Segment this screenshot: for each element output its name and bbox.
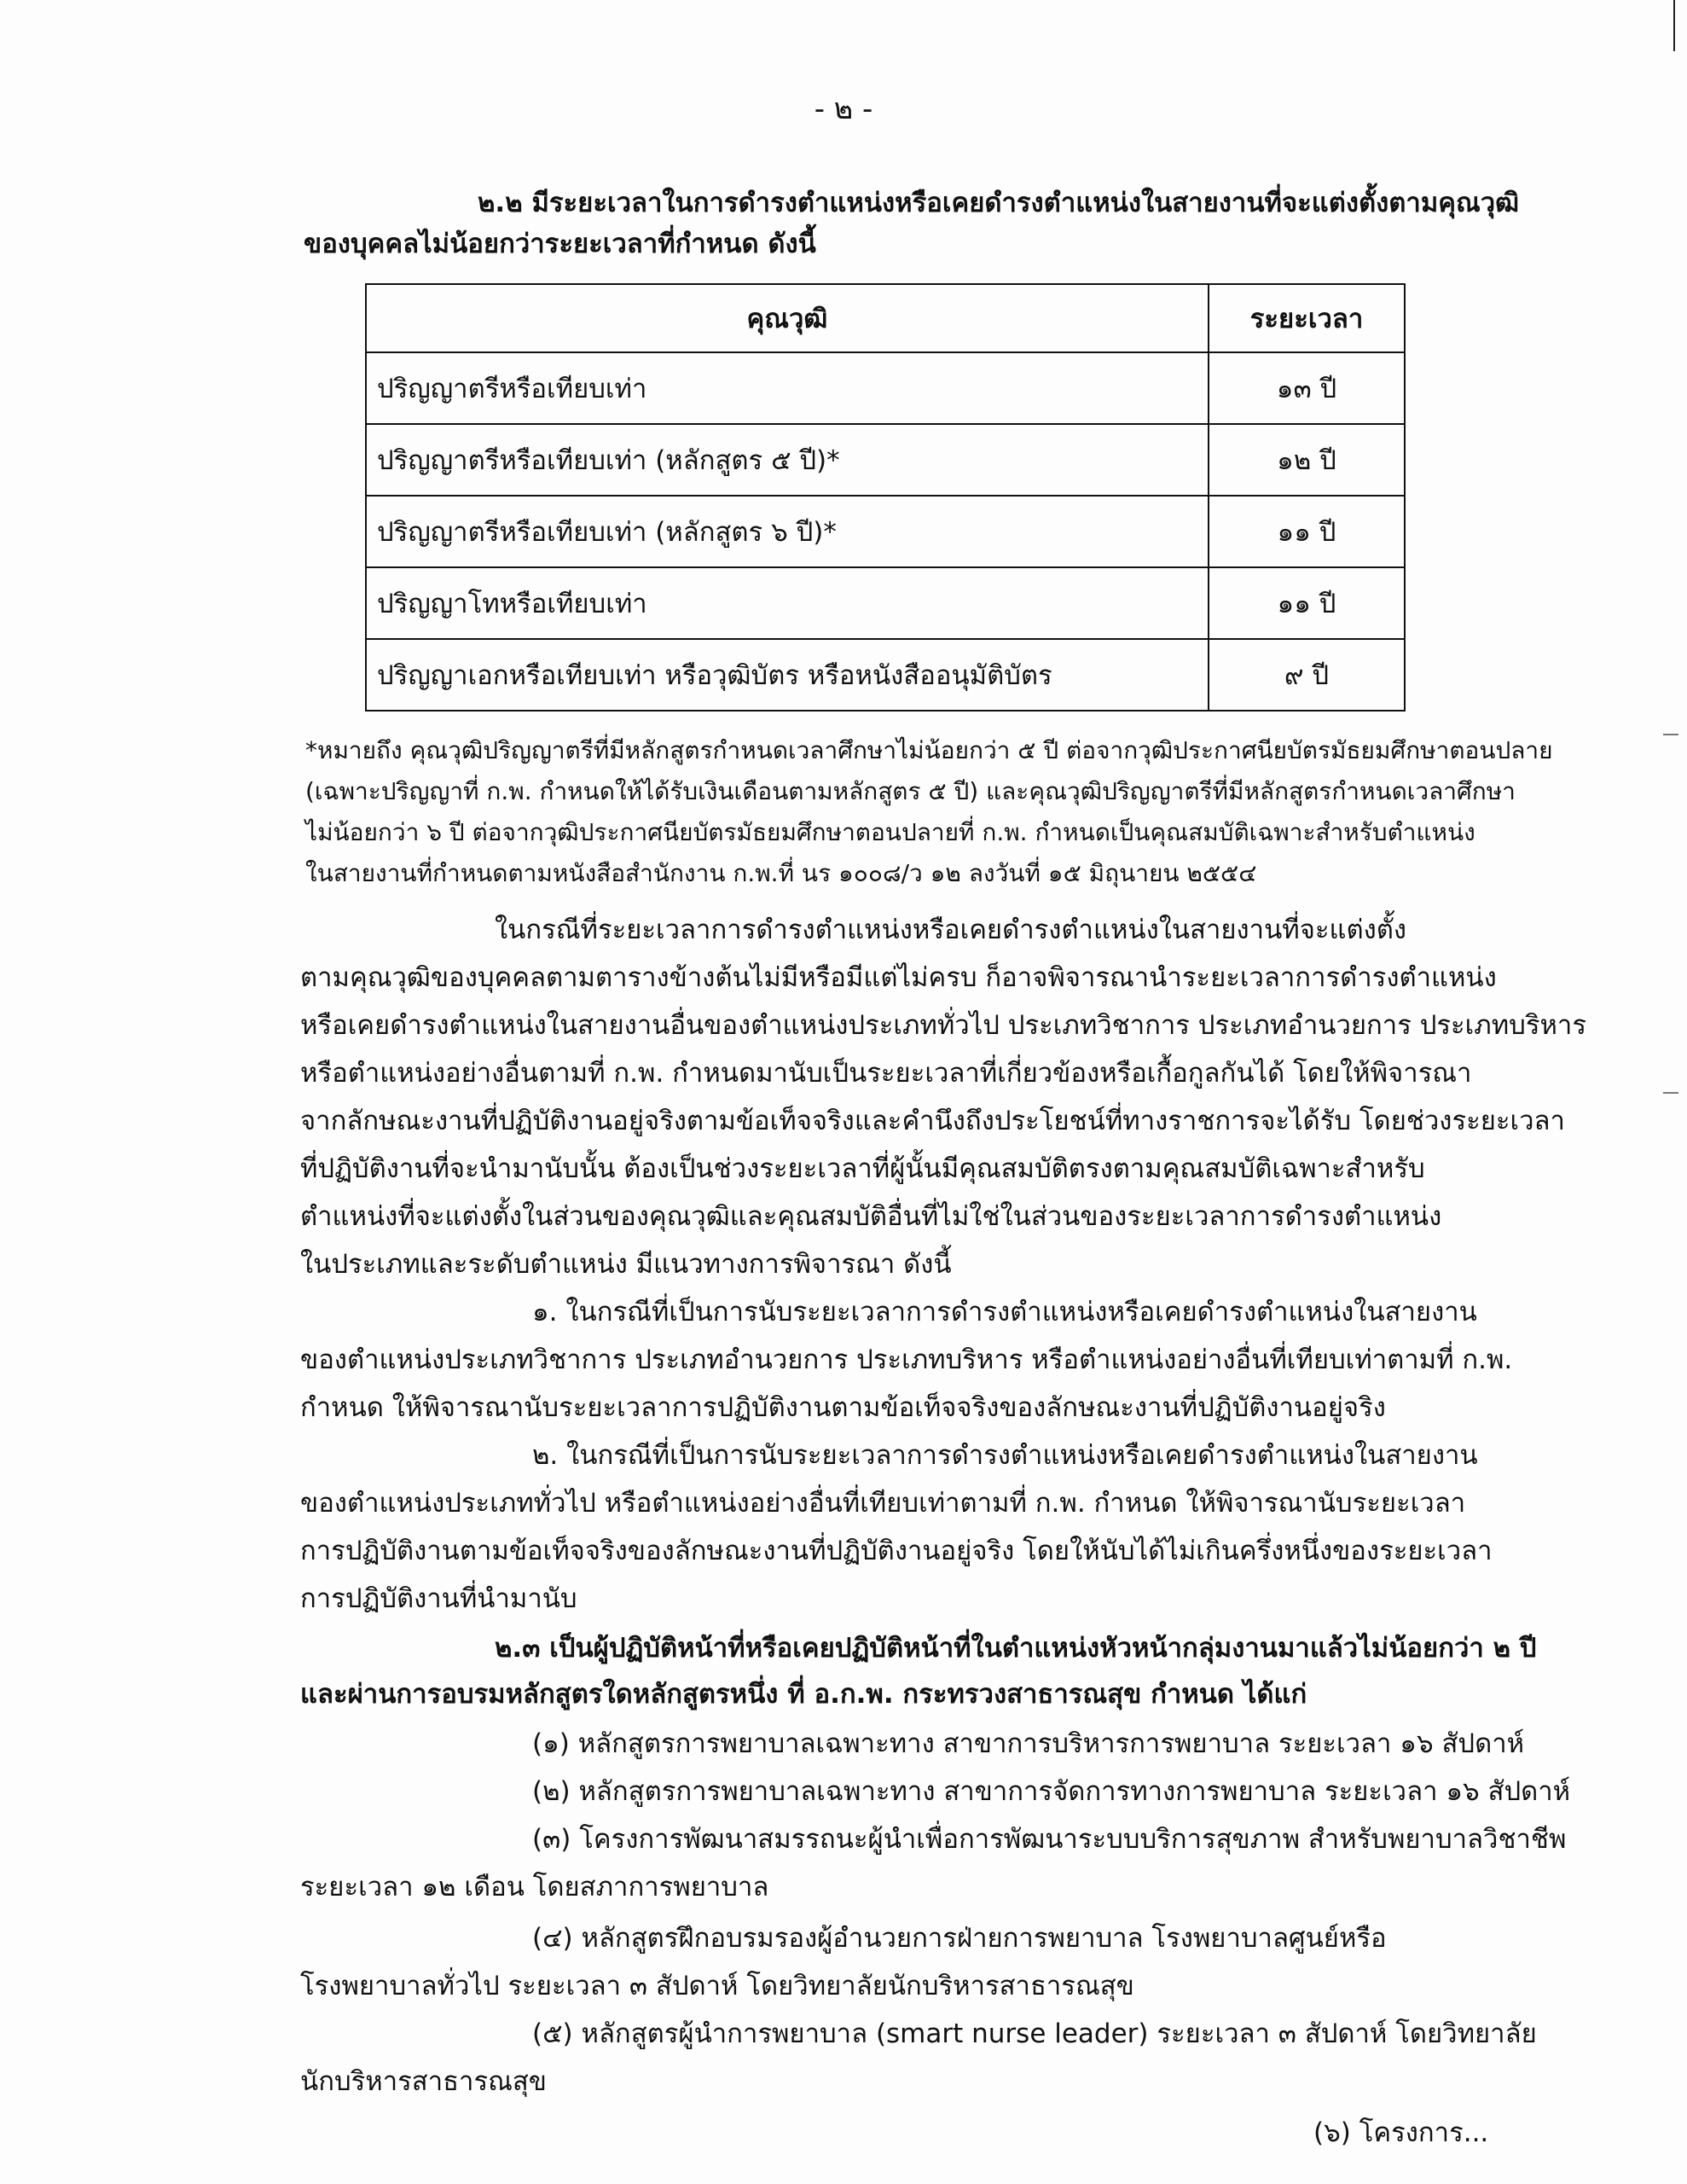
paragraph-line: ตามคุณวุฒิของบุคคลตามตารางข้างต้นไม่มีหรือมีแต่ไม่ครบ ก็อาจพิจารณานำระยะเวลาการดำรงตำแหน่ง (300, 962, 1497, 993)
qualification-cell: ปริญญาเอกหรือเทียบเท่า หรือวุฒิบัตร หรือหนังสืออนุมัติบัตร (366, 639, 1209, 711)
section-2-3-line-2: และผ่านการอบรมหลักสูตรใดหลักสูตรหนึ่ง ที่ อ.ก.พ. กระทรวงสาธารณสุข กำหนด ได้แก่ (300, 1679, 1307, 1710)
item-2-line: ของตำแหน่งประเภททั่วไป หรือตำแหน่งอย่างอื่นที่เทียบเท่าตามที่ ก.พ. กำหนด ให้พิจารณานับระยะเวลา (300, 1488, 1466, 1519)
item-1-line: ของตำแหน่งประเภทวิชาการ ประเภทอำนวยการ ประเภทบริหาร หรือตำแหน่งอย่างอื่นที่เทียบเท่าตามที่ ก.พ. (300, 1345, 1513, 1375)
course-item: (๕) หลักสูตรผู้นำการพยาบาล (smart nurse leader) ระยะเวลา ๓ สัปดาห์ โดยวิทยาลัย (532, 2018, 1537, 2049)
paragraph-line: ในกรณีที่ระยะเวลาการดำรงตำแหน่งหรือเคยดำรงตำแหน่งในสายงานที่จะแต่งตั้ง (495, 915, 1407, 945)
section-2-2-line-1: ๒.๒ มีระยะเวลาในการดำรงตำแหน่งหรือเคยดำรงตำแหน่งในสายงานที่จะแต่งตั้งตามคุณวุฒิ (478, 188, 1520, 218)
header-qualification: คุณวุฒิ (366, 284, 1209, 352)
qualification-cell: ปริญญาตรีหรือเทียบเท่า (366, 352, 1209, 424)
paragraph-line: หรือเคยดำรงตำแหน่งในสายงานอื่นของตำแหน่งประเภททั่วไป ประเภทวิชาการ ประเภทอำนวยการ ประเภทบริหาร (300, 1010, 1586, 1041)
item-1-line: ๑. ในกรณีที่เป็นการนับระยะเวลาการดำรงตำแหน่งหรือเคยดำรงตำแหน่งในสายงาน (532, 1297, 1477, 1327)
course-item: โรงพยาบาลทั่วไป ระยะเวลา ๓ สัปดาห์ โดยวิทยาลัยนักบริหารสาธารณสุข (300, 1971, 1134, 2001)
continuation-text: (๖) โครงการ... (1313, 2117, 1489, 2148)
paragraph-line: ในประเภทและระดับตำแหน่ง มีแนวทางการพิจารณา ดังนี้ (300, 1249, 952, 1280)
margin-mark (1663, 734, 1678, 735)
item-2-line: ๒. ในกรณีที่เป็นการนับระยะเวลาการดำรงตำแหน่งหรือเคยดำรงตำแหน่งในสายงาน (532, 1440, 1478, 1471)
course-item: (๒) หลักสูตรการพยาบาลเฉพาะทาง สาขาการจัดการทางการพยาบาล ระยะเวลา ๑๖ สัปดาห์ (532, 1776, 1571, 1807)
course-item: (๑) หลักสูตรการพยาบาลเฉพาะทาง สาขาการบริหารการพยาบาล ระยะเวลา ๑๖ สัปดาห์ (532, 1728, 1525, 1759)
item-1-line: กำหนด ให้พิจารณานับระยะเวลาการปฏิบัติงานตามข้อเท็จจริงของลักษณะงานที่ปฏิบัติงานอยู่จริง (300, 1392, 1386, 1423)
period-cell: ๑๒ ปี (1209, 424, 1405, 496)
footnote-line: (เฉพาะปริญญาที่ ก.พ. กำหนดให้ได้รับเงินเดือนตามหลักสูตร ๕ ปี) และคุณวุฒิปริญญาตรีที่มีหลักสูตรกำหนดเวลาศึกษา (305, 777, 1516, 805)
item-2-line: การปฏิบัติงานที่นำมานับ (300, 1583, 577, 1614)
course-item: (๔) หลักสูตรฝึกอบรมรองผู้อำนวยการฝ่ายการพยาบาล โรงพยาบาลศูนย์หรือ (532, 1923, 1387, 1954)
footnote-line: *หมายถึง คุณวุฒิปริญญาตรีที่มีหลักสูตรกำหนดเวลาศึกษาไม่น้อยกว่า ๕ ปี ต่อจากวุฒิประกาศนียบัตรมัธยมศึกษาตอนปลาย (305, 736, 1553, 764)
header-period: ระยะเวลา (1209, 284, 1405, 352)
item-2-line: การปฏิบัติงานตามข้อเท็จจริงของลักษณะงานที่ปฏิบัติงานอยู่จริง โดยให้นับได้ไม่เกินครึ่งหนึ่งของระยะเวลา (300, 1536, 1493, 1566)
paragraph-line: ที่ปฏิบัติงานที่จะนำมานับนั้น ต้องเป็นช่วงระยะเวลาที่ผู้นั้นมีคุณสมบัติตรงตามคุณสมบัติเฉพาะสำหรับ (300, 1153, 1425, 1184)
table-row (366, 639, 1405, 711)
section-2-2-line-2: ของบุคคลไม่น้อยกว่าระยะเวลาที่กำหนด ดังนี้ (304, 229, 816, 259)
qualification-cell: ปริญญาตรีหรือเทียบเท่า (หลักสูตร ๕ ปี)* (366, 424, 1209, 496)
qualification-table (365, 283, 1406, 712)
period-cell: ๑๑ ปี (1209, 496, 1405, 567)
footnote-line: ในสายงานที่กำหนดตามหนังสือสำนักงาน ก.พ.ที่ นร ๑๐๐๘/ว ๑๒ ลงวันที่ ๑๕ มิถุนายน ๒๕๕๔ (305, 859, 1257, 887)
table-row (366, 352, 1405, 424)
course-item: นักบริหารสาธารณสุข (300, 2066, 547, 2097)
period-cell: ๑๑ ปี (1209, 567, 1405, 639)
course-item: ระยะเวลา ๑๒ เดือน โดยสภาการพยาบาล (300, 1872, 769, 1902)
table-row (366, 424, 1405, 496)
period-cell: ๙ ปี (1209, 639, 1405, 711)
page-number: - ๒ - (814, 92, 873, 126)
scan-edge-line (1673, 0, 1675, 51)
qualification-cell: ปริญญาโทหรือเทียบเท่า (366, 567, 1209, 639)
table-row (366, 496, 1405, 567)
footnote-line: ไม่น้อยกว่า ๖ ปี ต่อจากวุฒิประกาศนียบัตรมัธยมศึกษาตอนปลายที่ ก.พ. กำหนดเป็นคุณสมบัติเฉพาะสำหรับตำแหน่ง (305, 818, 1475, 846)
course-item: (๓) โครงการพัฒนาสมรรถนะผู้นำเพื่อการพัฒนาระบบบริการสุขภาพ สำหรับพยาบาลวิชาชีพ (532, 1824, 1567, 1855)
table-row (366, 567, 1405, 639)
paragraph-line: จากลักษณะงานที่ปฏิบัติงานอยู่จริงตามข้อเท็จจริงและคำนึงถึงประโยชน์ที่ทางราชการจะได้รับ โดยช่วงระยะเวลา (300, 1106, 1565, 1136)
paragraph-line: ตำแหน่งที่จะแต่งตั้งในส่วนของคุณวุฒิและคุณสมบัติอื่นที่ไม่ใช่ในส่วนของระยะเวลาการดำรงตำแหน่ง (300, 1201, 1442, 1232)
period-cell: ๑๓ ปี (1209, 352, 1405, 424)
paragraph-line: หรือตำแหน่งอย่างอื่นตามที่ ก.พ. กำหนดมานับเป็นระยะเวลาที่เกี่ยวข้องหรือเกื้อกูลกันได้ โดยให้พิจารณา (300, 1058, 1472, 1089)
table-header-row (366, 284, 1405, 352)
qualification-cell: ปริญญาตรีหรือเทียบเท่า (หลักสูตร ๖ ปี)* (366, 496, 1209, 567)
margin-mark (1663, 1092, 1678, 1094)
section-2-3-line-1: ๒.๓ เป็นผู้ปฏิบัติหน้าที่หรือเคยปฏิบัติหน้าที่ในตำแหน่งหัวหน้ากลุ่มงานมาแล้วไม่น้อยกว่า ๒ ปี (495, 1633, 1537, 1664)
